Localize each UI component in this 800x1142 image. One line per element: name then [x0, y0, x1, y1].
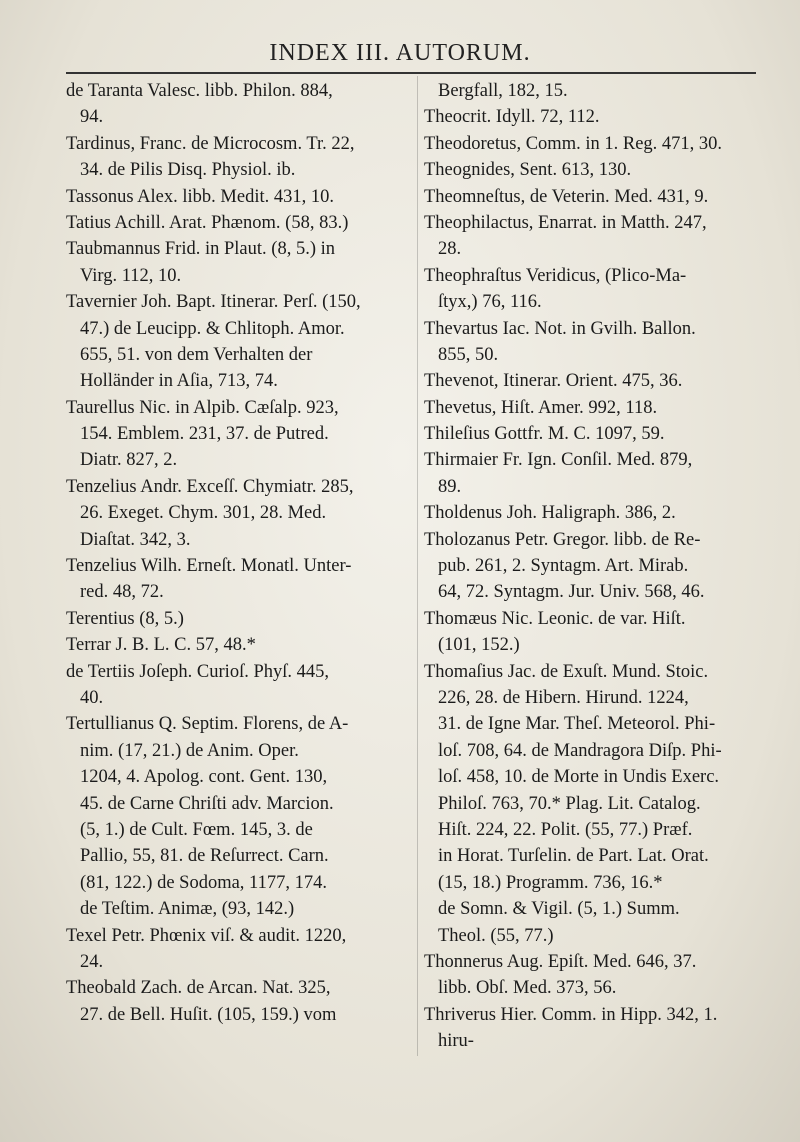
index-entry-line: Thriverus Hier. Comm. in Hipp. 342, 1.: [424, 1004, 718, 1025]
index-entry-line: loſ. 708, 64. de Mandragora Diſp. Phi-: [438, 740, 722, 761]
index-entry-line: Virg. 112, 10.: [80, 265, 182, 286]
index-entry-line: Tenzelius Andr. Exceſſ. Chymiatr. 285,: [66, 476, 354, 497]
index-entry-line: Tholdenus Joh. Haligraph. 386, 2.: [424, 503, 676, 524]
index-entry-line: ſtyx,) 76, 116.: [438, 292, 542, 313]
index-entry-line: 855, 50.: [438, 344, 499, 365]
index-entry-line: pub. 261, 2. Syntagm. Art. Mirab.: [438, 556, 689, 577]
index-entry-line: Hiſt. 224, 22. Polit. (55, 77.) Præf.: [438, 819, 693, 840]
index-entry-line: 94.: [80, 107, 104, 128]
column-gutter: [417, 76, 418, 1056]
index-entry-line: Terentius (8, 5.): [66, 608, 184, 629]
index-entry-line: nim. (17, 21.) de Anim. Oper.: [80, 740, 299, 761]
index-entry-line: de Teſtim. Animæ, (93, 142.): [80, 899, 295, 920]
index-entry-line: Thirmaier Fr. Ign. Conſil. Med. 879,: [424, 450, 693, 471]
index-entry-line: (15, 18.) Programm. 736, 16.*: [438, 872, 663, 893]
index-entry-line: Theomneſtus, de Veterin. Med. 431, 9.: [424, 186, 709, 207]
index-entry-line: Theophilactus, Enarrat. in Matth. 247,: [424, 212, 707, 233]
index-entry-line: 89.: [438, 476, 462, 497]
index-entry-line: 31. de Igne Mar. Theſ. Meteorol. Phi-: [438, 714, 716, 735]
index-entry-line: 27. de Bell. Huſit. (105, 159.) vom: [80, 1004, 337, 1025]
index-entry-line: Theol. (55, 77.): [438, 925, 554, 946]
index-entry-line: Thevetus, Hiſt. Amer. 992, 118.: [424, 397, 658, 418]
index-entry-line: Philoſ. 763, 70.* Plag. Lit. Catalog.: [438, 793, 701, 814]
index-entry-line: Pallio, 55, 81. de Reſurrect. Carn.: [80, 846, 329, 867]
index-entry-line: loſ. 458, 10. de Morte in Undis Exerc.: [438, 767, 720, 788]
index-entry-line: Thevenot, Itinerar. Orient. 475, 36.: [424, 371, 683, 392]
index-entry-line: Tardinus, Franc. de Microcosm. Tr. 22,: [66, 133, 355, 154]
index-entry-line: Taurellus Nic. in Alpib. Cæſalp. 923,: [66, 397, 339, 418]
index-entry-line: 26. Exeget. Chym. 301, 28. Med.: [80, 503, 327, 524]
index-entry-line: Taubmannus Frid. in Plaut. (8, 5.) in: [66, 239, 335, 260]
index-entry-line: Tertullianus Q. Septim. Florens, de A-: [66, 714, 349, 735]
index-entry-line: de Taranta Valesc. libb. Philon. 884,: [66, 81, 333, 101]
index-entry-line: 24.: [80, 951, 104, 972]
index-entry-line: 28.: [438, 239, 462, 260]
index-entry-line: 154. Emblem. 231, 37. de Putred.: [80, 424, 329, 445]
index-entry-line: de Somn. & Vigil. (5, 1.) Summ.: [438, 899, 680, 920]
index-entry-line: Theodoretus, Comm. in 1. Reg. 471, 30.: [424, 133, 723, 154]
index-entry-line: 34. de Pilis Disq. Physiol. ib.: [80, 160, 296, 181]
index-entry-line: 1204, 4. Apolog. cont. Gent. 130,: [80, 767, 328, 788]
index-entry-line: Theocrit. Idyll. 72, 112.: [424, 107, 600, 128]
index-entry-line: Diaſtat. 342, 3.: [80, 529, 191, 550]
index-entry-line: Diatr. 827, 2.: [80, 450, 178, 471]
index-entry-line: Theobald Zach. de Arcan. Nat. 325,: [66, 978, 331, 999]
index-entry-line: in Horat. Turſelin. de Part. Lat. Orat.: [438, 846, 709, 867]
index-entry-line: Tenzelius Wilh. Erneſt. Monatl. Unter-: [66, 556, 352, 577]
index-entry-line: (5, 1.) de Cult. Fœm. 145, 3. de: [80, 819, 313, 840]
page-header: INDEX III. AUTORUM.: [269, 40, 531, 66]
index-entry-line: Holländer in Aſia, 713, 74.: [80, 371, 278, 392]
index-entry-line: Tavernier Joh. Bapt. Itinerar. Perſ. (150,: [66, 292, 361, 313]
index-entry-line: libb. Obſ. Med. 373, 56.: [438, 978, 617, 999]
left-column: [66, 78, 416, 1028]
index-entry-line: Theophraſtus Veridicus, (Plico-Ma-: [424, 265, 687, 286]
index-entry-line: 64, 72. Syntagm. Jur. Univ. 568, 46.: [438, 582, 705, 603]
index-entry-line: hiru-: [438, 1031, 474, 1052]
index-entry-line: 40.: [80, 687, 104, 708]
index-entry-line: Terrar J. B. L. C. 57, 48.*: [66, 635, 256, 656]
index-entry-line: Theognides, Sent. 613, 130.: [424, 160, 632, 181]
index-entry-line: red. 48, 72.: [80, 582, 164, 603]
index-entry-line: Thomaſius Jac. de Exuſt. Mund. Stoic.: [424, 661, 709, 682]
right-column: [424, 78, 756, 1054]
index-entry-line: Thevartus Iac. Not. in Gvilh. Ballon.: [424, 318, 696, 339]
index-entry-line: Thomæus Nic. Leonic. de var. Hiſt.: [424, 608, 686, 629]
index-entry-line: Tholozanus Petr. Gregor. libb. de Re-: [424, 529, 701, 550]
index-entry-line: Tassonus Alex. libb. Medit. 431, 10.: [66, 186, 334, 207]
index-entry-line: 655, 51. von dem Verhalten der: [80, 344, 313, 365]
index-entry-line: 47.) de Leucipp. & Chlitoph. Amor.: [80, 318, 345, 339]
index-entry-line: (101, 152.): [438, 635, 520, 656]
index-entry-line: (81, 122.) de Sodoma, 1177, 174.: [80, 872, 327, 893]
index-entry-line: Tatius Achill. Arat. Phænom. (58, 83.): [66, 212, 349, 233]
index-entry-line: Texel Petr. Phœnix viſ. & audit. 1220,: [66, 925, 347, 946]
index-entry-line: Thonnerus Aug. Epiſt. Med. 646, 37.: [424, 951, 697, 972]
index-entry-line: de Tertiis Joſeph. Curioſ. Phyſ. 445,: [66, 661, 330, 682]
index-entry-line: 45. de Carne Chriſti adv. Marcion.: [80, 793, 334, 814]
index-entry-line: 226, 28. de Hibern. Hirund. 1224,: [438, 687, 689, 708]
index-entry-line: Bergfall, 182, 15.: [438, 81, 568, 101]
header-rule: [66, 72, 756, 74]
index-entry-line: Thileſius Gottfr. M. C. 1097, 59.: [424, 424, 665, 445]
